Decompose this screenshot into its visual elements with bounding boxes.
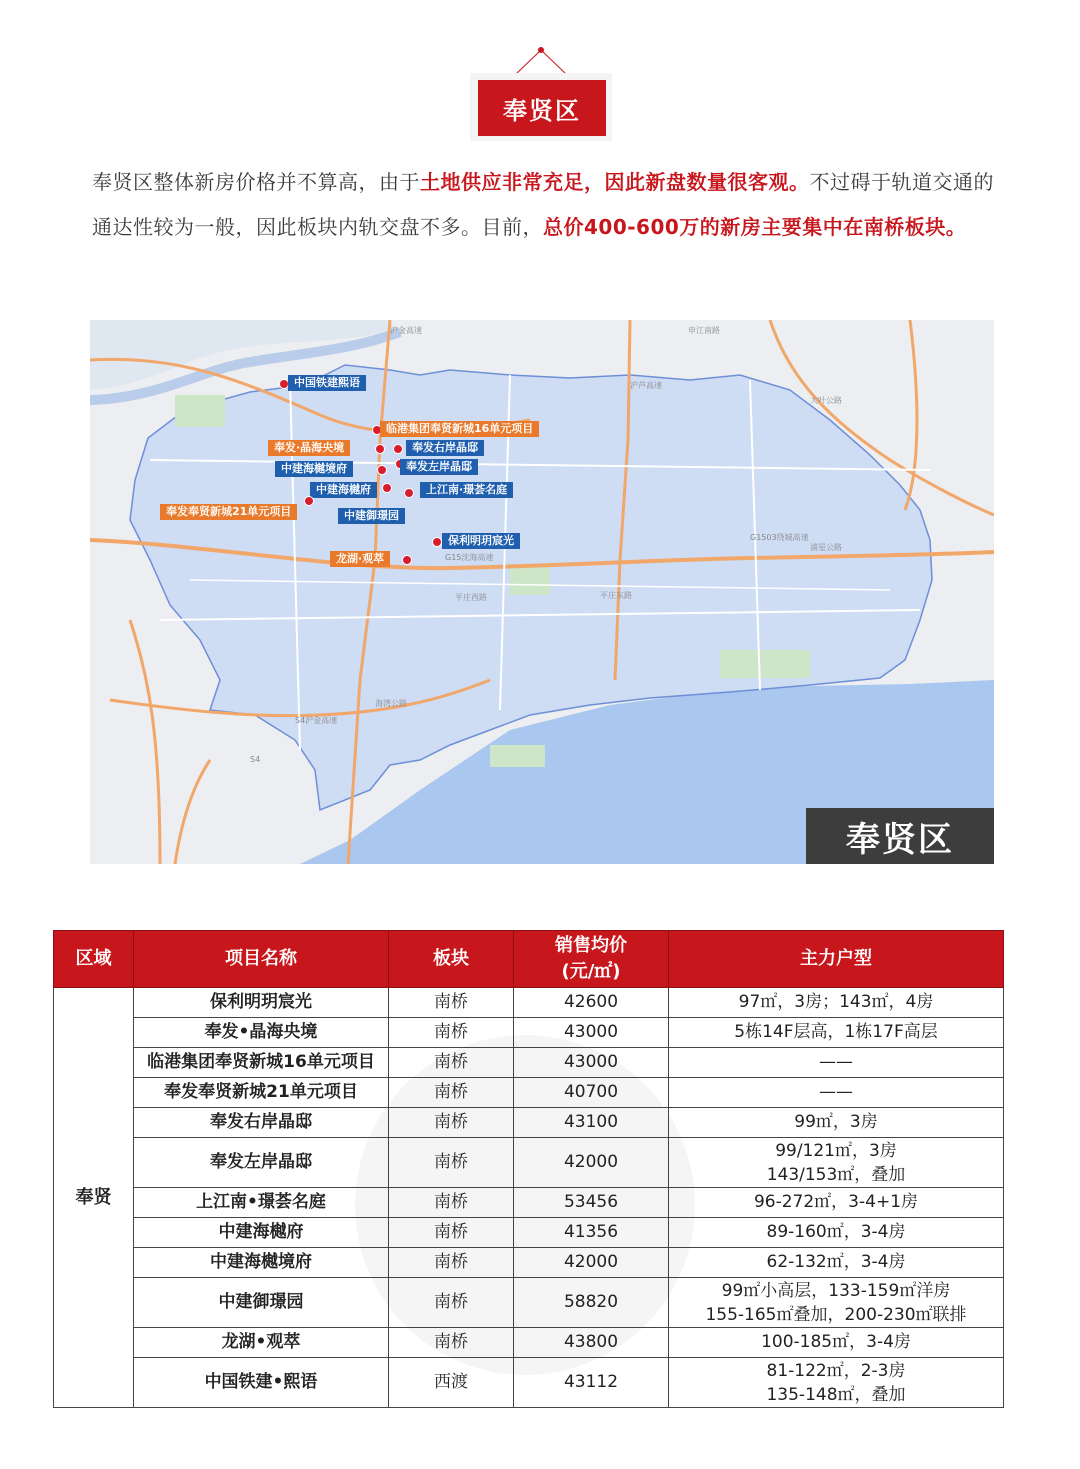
project-name-cell: 保利明玥宸光 [134,988,389,1018]
price-cell: 42000 [514,1248,669,1278]
layout-cell: 99㎡，3房 [669,1108,1004,1138]
project-tag: 上江南·璟荟名庭 [420,482,513,498]
block-cell: 南桥 [389,1328,514,1358]
block-cell: 南桥 [389,1108,514,1138]
project-tag: 临港集团奉贤新城16单元项目 [380,421,539,437]
layout-cell: —— [669,1078,1004,1108]
project-tag: 中建御璟园 [338,508,405,524]
intro-text-1: 奉贤区整体新房价格并不算高，由于 [92,170,420,194]
project-name-cell: 中国铁建•熙语 [134,1358,389,1408]
layout-cell: 99㎡小高层，133-159㎡洋房 155-165㎡叠加，200-230㎡联排 [669,1278,1004,1328]
project-table [53,930,1004,1408]
block-cell: 南桥 [389,1248,514,1278]
project-name-cell: 中建海樾境府 [134,1248,389,1278]
project-name-cell: 奉发奉贤新城21单元项目 [134,1078,389,1108]
map-pin [393,444,403,454]
section-title: 奉贤区 [478,80,606,136]
price-cell: 58820 [514,1278,669,1328]
layout-cell: 96-272㎡，3-4+1房 [669,1188,1004,1218]
header-price: 销售均价 (元/㎡) [514,931,669,988]
layout-cell: 100-185㎡，3-4房 [669,1328,1004,1358]
project-tag: 奉发·晶海央境 [268,440,350,456]
map-base [90,320,994,864]
table-row [54,1048,1004,1078]
block-cell: 西渡 [389,1358,514,1408]
header-layout: 主力户型 [669,931,1004,988]
layout-cell: 81-122㎡，2-3房 135-148㎡，叠加 [669,1358,1004,1408]
table-row [54,1248,1004,1278]
table-row [54,988,1004,1018]
map-pin [404,488,414,498]
project-tag: 中国铁建熙语 [288,375,366,391]
price-cell: 42600 [514,988,669,1018]
road-label: 平庄东路 [600,591,632,600]
road-label: 海湾公路 [375,699,407,708]
road-label: 沪芦高速 [630,381,662,390]
road-label: S4沪金高速 [295,716,338,725]
project-name-cell: 中建御璟园 [134,1278,389,1328]
intro-text-2: 不过碍于轨道交通的通达性较为一般，因此板块内轨交盘不多。目前， [92,170,994,239]
project-tag: 中建海樾府 [310,482,377,498]
table-row [54,1078,1004,1108]
table-header-row [54,931,1004,988]
price-cell: 43112 [514,1358,669,1408]
table-row [54,1138,1004,1188]
road-label: 大叶公路 [810,396,842,405]
project-tag: 奉发右岸晶邸 [406,440,484,456]
road-label: 浦星公路 [810,543,842,552]
intro-paragraph [92,160,1002,250]
price-cell: 43100 [514,1108,669,1138]
map-pin [377,465,387,475]
table-row [54,1188,1004,1218]
project-tag: 中建海樾境府 [275,461,353,477]
project-name-cell: 临港集团奉贤新城16单元项目 [134,1048,389,1078]
project-name-cell: 奉发左岸晶邸 [134,1138,389,1188]
project-tag: 保利明玥宸光 [442,533,520,549]
header-region: 区域 [54,931,134,988]
price-cell: 40700 [514,1078,669,1108]
table-row [54,1358,1004,1408]
intro-highlight-2: 总价400-600万的新房主要集中在南桥板块。 [543,215,967,239]
road-label: G15沈海高速 [445,553,494,562]
project-name-cell: 上江南•璟荟名庭 [134,1188,389,1218]
project-tag: 奉发左岸晶邸 [400,459,478,475]
map-pin [304,496,314,506]
road-label: 沪金高速 [390,326,422,335]
road-label: 申江南路 [688,326,720,335]
project-tag: 奉发奉贤新城21单元项目 [160,504,297,520]
block-cell: 南桥 [389,1188,514,1218]
price-cell: 43000 [514,1048,669,1078]
intro-highlight-1: 土地供应非常充足，因此新盘数量很客观。 [420,170,810,194]
project-name-cell: 中建海樾府 [134,1218,389,1248]
map-district-label: 奉贤区 [806,808,994,864]
block-cell: 南桥 [389,1078,514,1108]
project-name-cell: 奉发右岸晶邸 [134,1108,389,1138]
block-cell: 南桥 [389,1138,514,1188]
block-cell: 南桥 [389,988,514,1018]
project-name-cell: 奉发•晶海央境 [134,1018,389,1048]
table-row [54,1278,1004,1328]
map-pin [402,555,412,565]
map-pin [375,444,385,454]
block-cell: 南桥 [389,1218,514,1248]
price-cell: 42000 [514,1138,669,1188]
table-row [54,1018,1004,1048]
district-map [90,320,994,864]
block-cell: 南桥 [389,1018,514,1048]
project-name-cell: 龙湖•观萃 [134,1328,389,1358]
project-tag: 龙湖·观萃 [330,551,390,567]
price-cell: 43800 [514,1328,669,1358]
map-pin [432,537,442,547]
region-cell: 奉贤 [54,988,134,1408]
header-project: 项目名称 [134,931,389,988]
layout-cell: 89-160㎡，3-4房 [669,1218,1004,1248]
price-cell: 41356 [514,1218,669,1248]
price-cell: 53456 [514,1188,669,1218]
table-row [54,1328,1004,1358]
layout-cell: —— [669,1048,1004,1078]
block-cell: 南桥 [389,1048,514,1078]
map-pin [382,483,392,493]
table-row [54,1218,1004,1248]
road-label: 平庄西路 [455,593,487,602]
price-cell: 43000 [514,1018,669,1048]
layout-cell: 99/121㎡，3房 143/153㎡，叠加 [669,1138,1004,1188]
road-label: G1503绕城高速 [750,533,809,542]
block-cell: 南桥 [389,1278,514,1328]
road-label: S4 [250,755,261,764]
header-block: 板块 [389,931,514,988]
layout-cell: 97㎡，3房；143㎡，4房 [669,988,1004,1018]
layout-cell: 62-132㎡，3-4房 [669,1248,1004,1278]
layout-cell: 5栋14F层高，1栋17F高层 [669,1018,1004,1048]
table-row [54,1108,1004,1138]
